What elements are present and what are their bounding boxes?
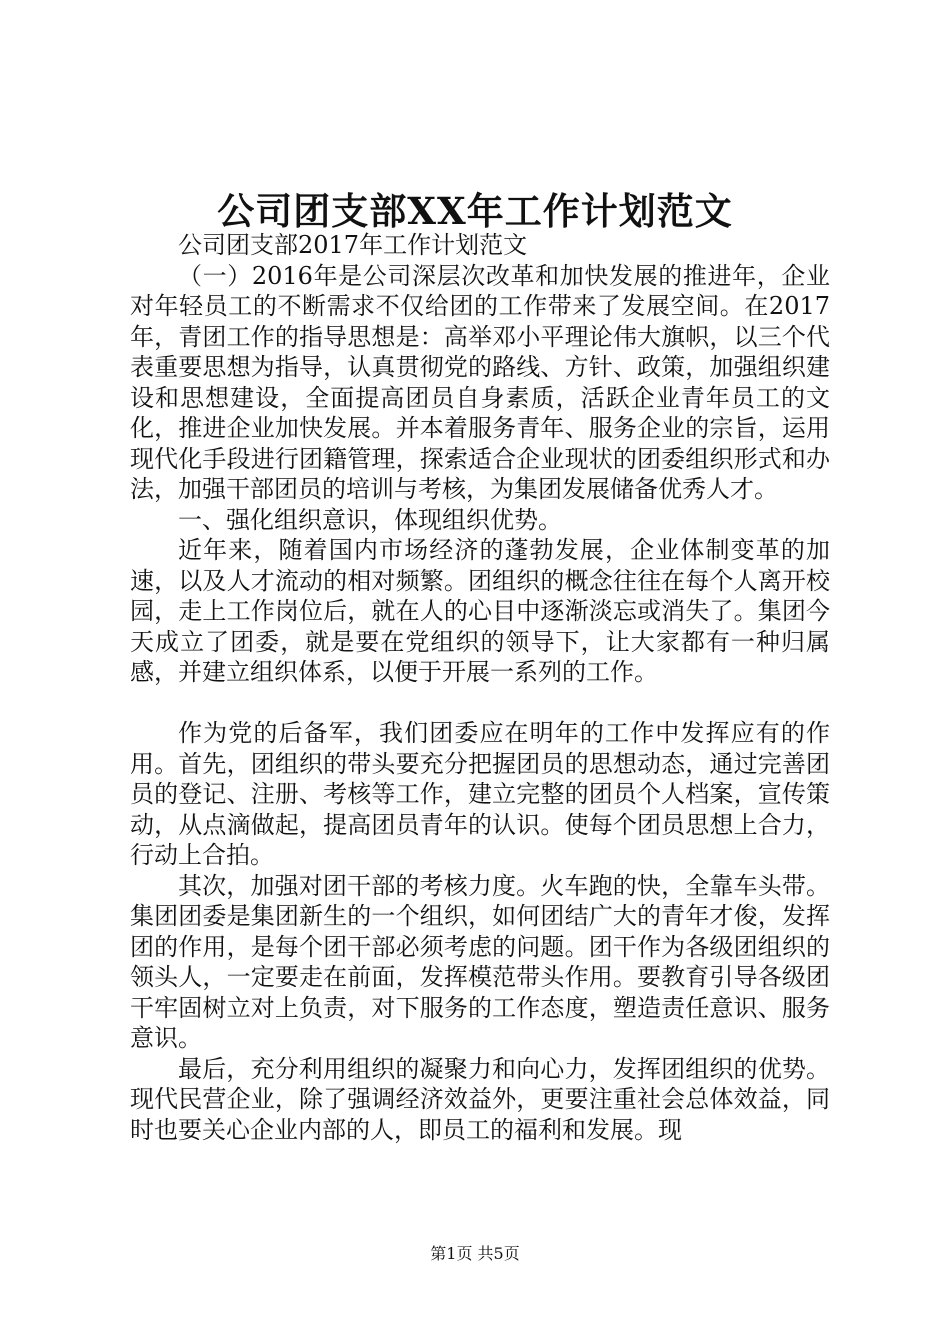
page-footer: 第1页 共5页 xyxy=(430,1244,520,1263)
paragraph-subtitle: 公司团支部2017年工作计划范文 xyxy=(178,231,528,259)
document-body xyxy=(130,230,830,1145)
paragraph-last: 最后，充分利用组织的凝聚力和向心力，发挥团组织的优势。现代民营企业，除了强调经济效益外，更要注重社会总体效益，同时也要关心企业内部的人，即员工的福利和发展。现 xyxy=(130,1054,830,1144)
paragraph-background: 近年来，随着国内市场经济的蓬勃发展，企业体制变革的加速，以及人才流动的相对频繁。团组织的概念往往在每个人离开校园，走上工作岗位后，就在人的心目中逐渐淡忘或消失了。集团今天成立了团委，就是要在党组织的领导下，让大家都有一种归属感，并建立组织体系，以便于开展一系列的工作。 xyxy=(130,536,830,686)
paragraph-spacer xyxy=(130,688,830,719)
paragraph-second: 其次，加强对团干部的考核力度。火车跑的快，全靠车头带。集团团委是集团新生的一个组织，如何团结广大的青年才俊，发挥团的作用，是每个团干部必须考虑的问题。团干作为各级团组织的领头人，一定要走在前面，发挥模范带头作用。要教育引导各级团干牢固树立对上负责，对下服务的工作态度，塑造责任意识、服务意识。 xyxy=(130,871,830,1052)
document-title: 公司团支部XX年工作计划范文 xyxy=(217,189,733,233)
paragraph-section-heading: 一、强化组织意识，体现组织优势。 xyxy=(178,505,562,534)
paragraph-intro: （一）2016年是公司深层次改革和加快发展的推进年，企业对年轻员工的不断需求不仅给团的工作带来了发展空间。在2017年，青团工作的指导思想是：高举邓小平理论伟大旗帜，以三个代表重要思想为指导，认真贯彻党的路线、方针、政策，加强组织建设和思想建设，全面提高团员自身素质，活跃企业青年员工的文化，推进企业加快发展。并本着服务青年、服务企业的宗旨，运用现代化手段进行团籍管理，探索适合企业现状的团委组织形式和办法，加强干部团员的培训与考核，为集团发展储备优秀人才。 xyxy=(130,261,830,503)
paragraph-first: 作为党的后备军，我们团委应在明年的工作中发挥应有的作用。首先，团组织的带头要充分把握团员的思想动态，通过完善团员的登记、注册、考核等工作，建立完整的团员个人档案，宣传策动，从点滴做起，提高团员青年的认识。使每个团员思想上合力，行动上合拍。 xyxy=(130,719,830,869)
